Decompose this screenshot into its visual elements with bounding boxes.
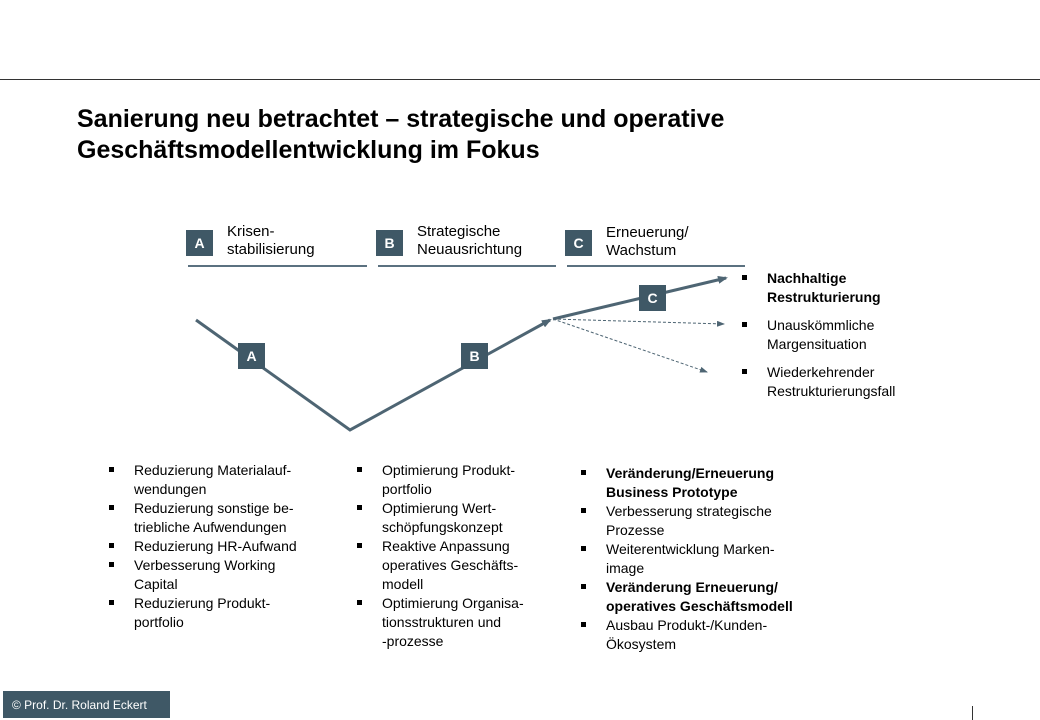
measure-b3-line-1: Reaktive Anpassung: [382, 538, 510, 554]
phase-b-label-line-2: Neuausrichtung: [417, 241, 523, 258]
phase-a-label-line-2: stabilisierung: [227, 241, 315, 258]
measure-a1-line-2: wendungen: [134, 481, 207, 497]
phase-b-label-line-1: Strategische: [417, 223, 501, 240]
list-item: [108, 499, 297, 537]
measure-c1-line-1: Veränderung/Erneuerung: [606, 465, 775, 481]
phase-a-label-line-1: Krisen-: [227, 223, 275, 240]
measure-b2-line-1: Optimierung Wert-: [382, 500, 497, 516]
outcome-3-line-1: Wiederkehrender: [767, 364, 875, 380]
measure-a5-line-1: Reduzierung Produkt-: [134, 595, 271, 611]
measure-b4-line-2: tionsstrukturen und: [382, 614, 502, 630]
curve-a-badge: A: [238, 343, 265, 369]
list-item: [108, 594, 297, 632]
measure-c2-line-1: Verbesserung strategische: [606, 503, 772, 519]
list-item: [580, 502, 793, 540]
list-item: [580, 578, 793, 616]
measure-c5-line-1: Ausbau Produkt-/Kunden-: [606, 617, 768, 633]
list-item: [108, 556, 297, 594]
measure-c3-line-1: Weiterentwicklung Marken-: [606, 541, 775, 557]
outcome-list: [741, 269, 895, 410]
outcome-item: [741, 269, 895, 307]
list-item: [580, 464, 793, 502]
measure-a4-line-2: Capital: [134, 576, 178, 592]
phase-c-label-line-1: Erneuerung/: [606, 224, 689, 241]
phase-b-badge: B: [376, 230, 403, 256]
measure-c4-line-2: operatives Geschäftsmodell: [606, 598, 793, 614]
curve-main-line: [196, 320, 550, 430]
measure-c5-line-2: Ökosystem: [606, 636, 677, 652]
outcome-item: [741, 316, 895, 354]
measure-a2-line-1: Reduzierung sonstige be-: [134, 500, 294, 516]
measure-b1-line-1: Optimierung Produkt-: [382, 462, 516, 478]
list-item: [356, 499, 524, 537]
phase-c-label-line-2: Wachstum: [606, 242, 677, 259]
measure-b3-line-2: operatives Geschäfts-: [382, 557, 519, 573]
measure-c2-line-2: Prozesse: [606, 522, 665, 538]
outcome-1-line-2: Restrukturierung: [767, 289, 881, 305]
measure-b4-line-3: -prozesse: [382, 633, 444, 649]
measure-a4-line-1: Verbesserung Working: [134, 557, 276, 573]
outcome-2-line-1: Unauskömmliche: [767, 317, 875, 333]
measure-b3-line-3: modell: [382, 576, 424, 592]
measures-list-c: [580, 464, 793, 654]
title-line-1: Sanierung neu betrachtet – strategische und operative: [77, 105, 725, 133]
outcome-1-line-1: Nachhaltige: [767, 270, 847, 286]
list-item: [356, 537, 524, 594]
list-item: [108, 537, 297, 556]
list-item: [356, 594, 524, 651]
measure-c1-line-2: Business Prototype: [606, 484, 738, 500]
title-line-2: Geschäftsmodellentwicklung im Fokus: [77, 136, 540, 164]
measure-b4-line-1: Optimierung Organisa-: [382, 595, 524, 611]
curve-b-badge: B: [461, 343, 488, 369]
footer-divider: [972, 706, 973, 720]
outcome-item: [741, 363, 895, 401]
curve-c-badge: C: [639, 285, 666, 311]
copyright-footer: © Prof. Dr. Roland Eckert: [3, 691, 170, 718]
outcome-3-line-2: Restrukturierungsfall: [767, 383, 896, 399]
measure-c3-line-2: image: [606, 560, 645, 576]
phase-c-badge: C: [565, 230, 592, 256]
list-item: [108, 461, 297, 499]
list-item: [356, 461, 524, 499]
measures-list-b: [356, 461, 524, 651]
curve-dashed-line-1: [553, 319, 724, 324]
measure-a1-line-1: Reduzierung Materialauf-: [134, 462, 292, 478]
phase-a-badge: A: [186, 230, 213, 256]
measures-list-a: [108, 461, 297, 632]
measure-c4-line-1: Veränderung Erneuerung/: [606, 579, 778, 595]
list-item: [580, 616, 793, 654]
list-item: [580, 540, 793, 578]
measure-b2-line-2: schöpfungskonzept: [382, 519, 503, 535]
curve-dashed-line-2: [553, 319, 707, 372]
measure-a2-line-2: triebliche Aufwendungen: [134, 519, 287, 535]
outcome-2-line-2: Margensituation: [767, 336, 867, 352]
measure-b1-line-2: portfolio: [382, 481, 432, 497]
measure-a3-line-1: Reduzierung HR-Aufwand: [134, 538, 297, 554]
measure-a5-line-2: portfolio: [134, 614, 184, 630]
